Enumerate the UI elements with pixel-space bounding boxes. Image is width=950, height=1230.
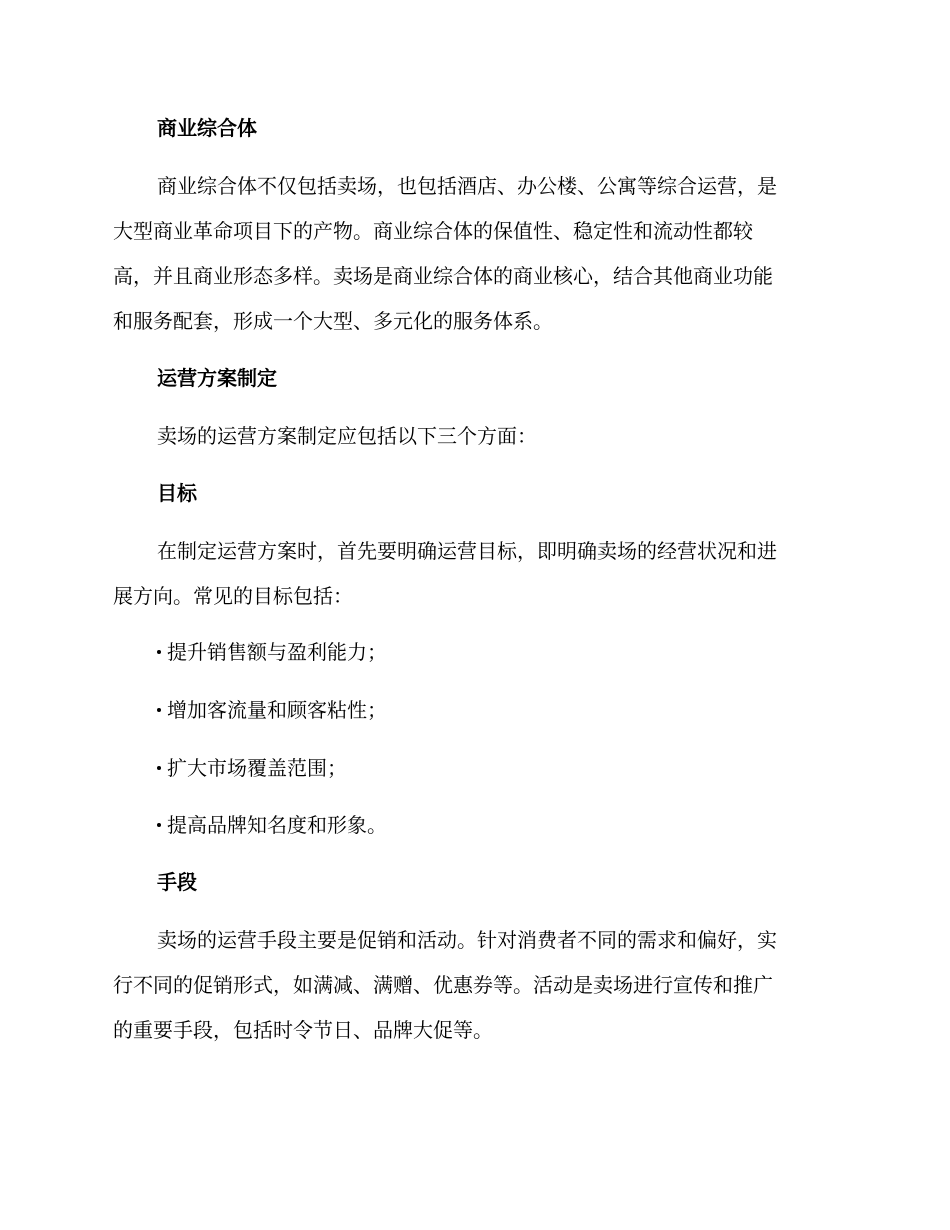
text-line: 和服务配套，形成一个大型、多元化的服务体系。	[113, 309, 553, 333]
heading-means: 手段	[157, 870, 197, 894]
list-item-text: 增加客流量和顾客粘性；	[167, 698, 387, 722]
list-item	[157, 688, 387, 733]
text-line: 大型商业革命项目下的产物。商业综合体的保值性、稳定性和流动性都较	[113, 219, 753, 243]
paragraph-means	[113, 918, 833, 1053]
bullet-icon	[157, 766, 161, 770]
bullet-icon	[157, 823, 161, 827]
text-line: 在制定运营方案时，首先要明确运营目标，即明确卖场的经营状况和进	[157, 539, 777, 563]
list-item-text: 提升销售额与盈利能力；	[167, 640, 387, 664]
list-item-text: 提高品牌知名度和形象。	[167, 813, 387, 837]
paragraph-commercial-complex	[113, 164, 833, 344]
paragraph-operation-plan: 卖场的运营方案制定应包括以下三个方面：	[157, 424, 537, 448]
heading-operation-plan: 运营方案制定	[157, 366, 277, 390]
text-line: 展方向。常见的目标包括：	[113, 584, 353, 608]
list-item	[157, 630, 387, 675]
text-line: 行不同的促销形式，如满减、满赠、优惠券等。活动是卖场进行宣传和推广	[113, 973, 773, 997]
text-line: 的重要手段，包括时令节日、品牌大促等。	[113, 1018, 493, 1042]
text-line: 商业综合体不仅包括卖场，也包括酒店、办公楼、公寓等综合运营，是	[157, 174, 777, 198]
heading-goals: 目标	[157, 481, 197, 505]
heading-commercial-complex: 商业综合体	[157, 116, 257, 140]
bullet-icon	[157, 650, 161, 654]
text-line: 卖场的运营手段主要是促销和活动。针对消费者不同的需求和偏好，实	[157, 928, 777, 952]
bullet-icon	[157, 708, 161, 712]
list-item	[157, 803, 387, 848]
paragraph-goals	[113, 529, 833, 619]
list-item-text: 扩大市场覆盖范围；	[167, 756, 347, 780]
list-item	[157, 746, 347, 791]
text-line: 高，并且商业形态多样。卖场是商业综合体的商业核心，结合其他商业功能	[113, 264, 773, 288]
